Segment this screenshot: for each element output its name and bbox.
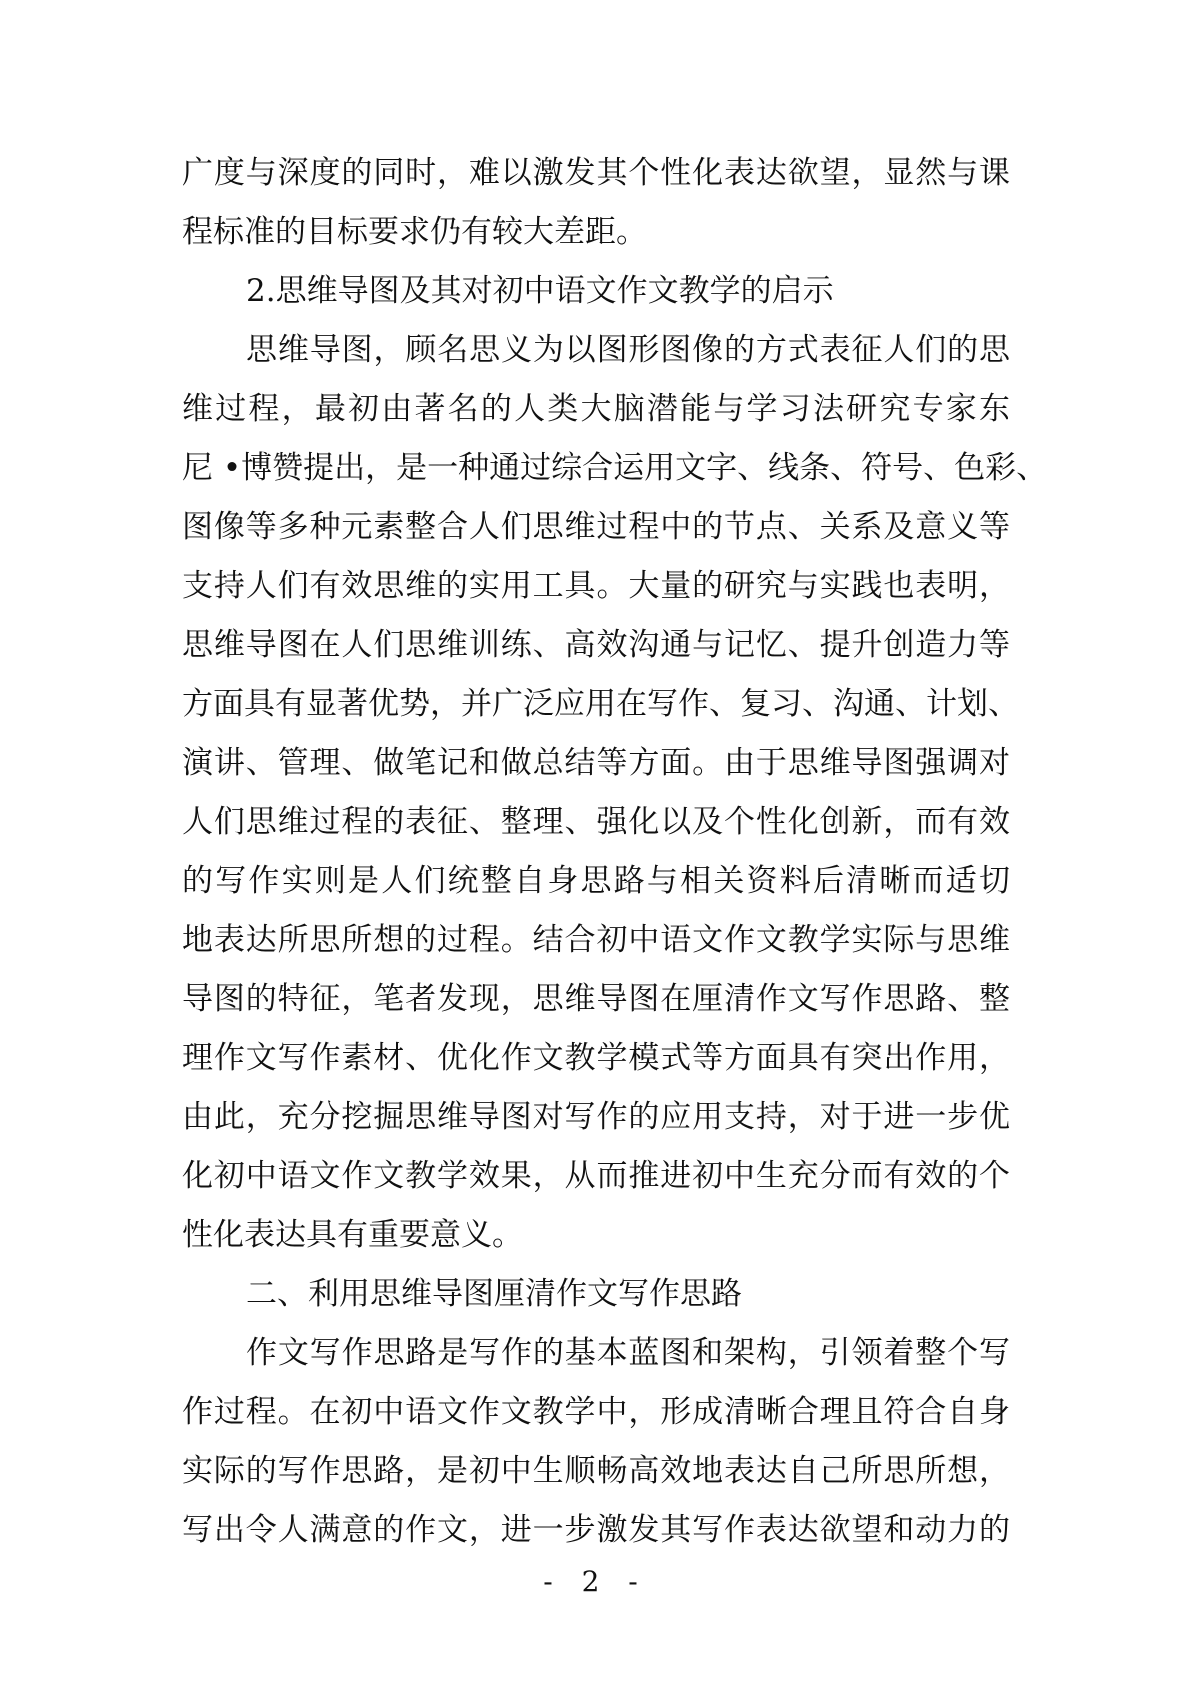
text-line: 程标准的目标要求仍有较大差距。	[182, 214, 647, 250]
text-line: 由此，充分挖掘思维导图对写作的应用支持，对于进一步优	[182, 1099, 1010, 1135]
text-line: 人们思维过程的表征、整理、强化以及个性化创新，而有效	[182, 804, 1010, 840]
text-line: 作过程。在初中语文作文教学中，形成清晰合理且符合自身	[182, 1394, 1010, 1430]
text-line: 图像等多种元素整合人们思维过程中的节点、关系及意义等	[182, 509, 1010, 545]
text-line: 方面具有显著优势，并广泛应用在写作、复习、沟通、计划、	[182, 686, 1019, 722]
body-text	[182, 144, 1048, 1560]
text-line: 写出令人满意的作文，进一步激发其写作表达欲望和动力的	[182, 1512, 1010, 1548]
text-line: 地表达所思所想的过程。结合初中语文作文教学实际与思维	[182, 922, 1010, 958]
text-line: 实际的写作思路，是初中生顺畅高效地表达自己所思所想，	[182, 1453, 1010, 1489]
text-line: 支持人们有效思维的实用工具。大量的研究与实践也表明，	[182, 568, 1010, 604]
text-line: 导图的特征，笔者发现，思维导图在厘清作文写作思路、整	[182, 981, 1010, 1017]
text-line: 尼 •博赞提出，是一种通过综合运用文字、线条、符号、色彩、	[182, 450, 1048, 486]
text-line: 的写作实则是人们统整自身思路与相关资料后清晰而适切	[182, 863, 1010, 899]
text-line: 广度与深度的同时，难以激发其个性化表达欲望，显然与课	[182, 155, 1010, 191]
text-line: 演讲、管理、做笔记和做总结等方面。由于思维导图强调对	[182, 745, 1010, 781]
text-line: 性化表达具有重要意义。	[182, 1217, 523, 1253]
text-line: 思维导图，顾名思义为以图形图像的方式表征人们的思	[246, 332, 1010, 368]
section-heading: 二、利用思维导图厘清作文写作思路	[246, 1276, 742, 1312]
text-line: 维过程，最初由著名的人类大脑潜能与学习法研究专家东	[182, 391, 1010, 427]
text-line: 思维导图在人们思维训练、高效沟通与记忆、提升创造力等	[182, 627, 1010, 663]
text-line: 作文写作思路是写作的基本蓝图和架构，引领着整个写	[246, 1335, 1010, 1371]
text-line: 化初中语文作文教学效果，从而推进初中生充分而有效的个	[182, 1158, 1010, 1194]
page-number: - 2 -	[543, 1565, 648, 1598]
section-heading: 2.思维导图及其对初中语文作文教学的启示	[246, 273, 834, 309]
text-line: 理作文写作素材、优化作文教学模式等方面具有突出作用，	[182, 1040, 1010, 1076]
